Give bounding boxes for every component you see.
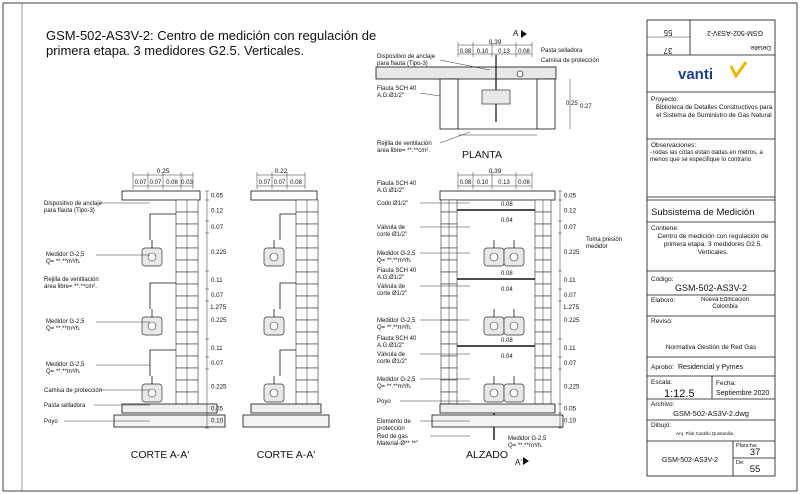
dimension-value: 0.11 [211, 277, 223, 284]
dimension-sub: 0.08 [459, 180, 472, 186]
label-meter-bottom: Medidor G-2,5 [508, 436, 547, 442]
plan-wall-right [537, 79, 555, 129]
label-protection: Elemento de [377, 419, 411, 425]
dimension-sub: 0.07 [149, 180, 162, 186]
dimension-value: 0.225 [564, 249, 580, 256]
dimension-sub: 0.10 [476, 180, 489, 186]
dimension-side: 0.27 [580, 104, 592, 110]
project-text: Biblioteca de Detalles Constructivos para el Sistema de Suministro de Gas Natural [655, 104, 773, 119]
elevation-view [377, 168, 622, 449]
ground-base [243, 415, 329, 427]
label-elbow: Codo Ø1/2" [377, 201, 409, 207]
gas-pipe [150, 283, 176, 309]
label-grid: Rejilla de ventilación [377, 141, 432, 147]
dimension-sub: 0.13 [498, 49, 510, 55]
label-meter: Medidor G-2,5 [46, 319, 85, 325]
dimension-total: 1.275 [563, 304, 580, 311]
dimension-value: 0.11 [564, 345, 576, 352]
label-valve: corte Ø1/2" [377, 232, 408, 238]
dimension-value: 0.05 [211, 405, 224, 413]
cover-slab [251, 191, 317, 200]
label-flute: A.G.Ø1/2" [377, 275, 405, 281]
dimension-sub: 0.07 [134, 180, 147, 186]
dimension-value: 0.05 [564, 192, 577, 200]
label-grid: área libre= **.**cm². [377, 148, 430, 154]
label-meter: Medidor G-2,5 [377, 377, 416, 383]
label-meter: Q= **.**m³/h. [46, 369, 81, 375]
view-title-corte-2: CORTE A-A' [256, 449, 316, 461]
gas-pipe [280, 283, 296, 309]
dimension-sub: 0.13 [498, 180, 510, 186]
section-arrow-bottom-icon [523, 457, 529, 465]
dimension-small: 0.04 [501, 354, 513, 360]
label-sleeve: Camisa de protección [541, 58, 600, 64]
label-pressure: medidor [586, 244, 608, 250]
label-meter: Q= **.**m³/h. [46, 326, 81, 332]
label-anchor: Dispositivo de anclaje [44, 201, 103, 207]
label-meter: Medidor G-2,5 [377, 251, 416, 257]
slab-base [122, 404, 217, 413]
label-valve: Válvula de [377, 352, 406, 358]
dimension-sub: 0.08 [518, 180, 530, 186]
slab-base [251, 404, 321, 413]
file-label: Archivo: [651, 401, 675, 408]
label-flute: Flauta SCH 40 [377, 336, 417, 342]
dimension-value: 0.10 [211, 417, 224, 425]
section-view-2 [243, 168, 329, 427]
sheet-label: Plancha: [736, 443, 758, 449]
label-grid: Rejilla de ventilación [44, 277, 99, 283]
label-flute: A.G.Ø1/2" [377, 188, 405, 194]
plan-wall-left [440, 79, 458, 129]
label-valve: Válvula de [377, 284, 406, 290]
rotated-detail-label: Detalle: [748, 44, 772, 51]
approved-label: Aprobó: [651, 364, 674, 371]
dimension-small: 0.08 [501, 271, 513, 277]
dimension-sub: 0.08 [290, 180, 302, 186]
date-value: Septiembre 2020 [716, 390, 770, 397]
label-anchor: Dispositivo de anclaje [377, 54, 436, 60]
label-meter: Q= **.**m³/h. [46, 259, 81, 265]
plan-slab [376, 67, 556, 79]
subsystem-title: Subsistema de Medición [651, 207, 755, 218]
dimension-value: 0.07 [211, 224, 224, 231]
of-label: De: [736, 460, 745, 466]
section-mark-a-prime: A' [515, 458, 522, 467]
dimension-small: 0.04 [501, 287, 513, 293]
dimension-value: 0.07 [564, 292, 577, 299]
draw-label: Dibujó: [651, 422, 672, 429]
dimension-side: 0.25 [566, 101, 578, 107]
label-protection: protección [377, 426, 405, 432]
dimension-value: 0.12 [211, 207, 224, 215]
plan-valve-icon [517, 71, 523, 77]
sheet-value: 37 [749, 447, 761, 458]
drawn-value: Nueva Edificación Colombia [700, 297, 750, 310]
code-value: GSM-502-AS3V-2 [674, 283, 748, 293]
cover-slab [440, 191, 555, 200]
approved-value: Residencial y Pymes [678, 364, 743, 371]
dimension-small: 0.08 [501, 338, 513, 344]
observations-text: -Todas las cotas están dadas en metros, a menos que se especifique lo contrario [650, 150, 763, 164]
label-network: Red de gas [377, 434, 408, 440]
code-label: Código: [651, 276, 674, 283]
dimension-top: 0.22 [274, 168, 288, 175]
observations-label: Observaciones: [651, 142, 697, 149]
total-value: 55 [749, 464, 761, 475]
label-sleeve: Camisa de protección [44, 388, 103, 394]
label-meter-bottom: Q= **.**m³/h. [508, 443, 543, 449]
drawn-label: Elaboró: [651, 297, 676, 304]
drawing-title-line2: primera etapa. 3 medidores G2.5. Verticales. [46, 43, 304, 58]
dimension-value: 0.07 [564, 224, 577, 231]
file-value: GSM-502-AS3V-2.dwg [673, 409, 749, 418]
dimension-value: 0.07 [564, 360, 577, 367]
label-meter: Medidor G-2,5 [46, 362, 85, 368]
vanti-check-icon [731, 62, 746, 76]
label-flute: Flauta SCH 40 [377, 268, 417, 274]
dimension-small: 0.08 [501, 202, 513, 208]
label-sealant: Pasta selladora [541, 48, 583, 54]
label-anchor: para flauta (Tipo-3) [377, 61, 428, 67]
reviewed-label: Revisó: [651, 318, 673, 325]
section-arrow-icon [521, 30, 527, 38]
label-meter: Q= **.**m³/h. [377, 384, 412, 390]
scale-value: 1:12.5 [664, 388, 695, 400]
dimension-top: 0.39 [488, 39, 502, 46]
slab-base [440, 404, 555, 413]
view-title-corte-1: CORTE A-A' [130, 449, 190, 461]
dimension-value: 0.05 [211, 192, 224, 200]
label-meter: Q= **.**m³/h. [377, 325, 412, 331]
dimension-top: 0.39 [488, 168, 502, 175]
gas-pipe [280, 350, 296, 376]
dimension-value: 0.07 [211, 292, 224, 299]
label-network: Material-Ø** **" [377, 441, 419, 447]
scale-label: Escala: [651, 379, 673, 386]
gas-pipe [150, 350, 176, 376]
view-title-planta: PLANTA [461, 149, 503, 161]
dimension-sub: 0.08 [518, 49, 530, 55]
reviewed-value: Normativa Gestión de Red Gas [665, 344, 757, 351]
section-view-1 [44, 168, 227, 428]
vanti-logo: vanti [678, 66, 714, 83]
date-label: Fecha: [716, 380, 736, 387]
title-block [647, 20, 775, 476]
label-meter: Q= **.**m³/h. [377, 258, 412, 264]
dimension-value: 0.12 [564, 207, 577, 215]
contents-label: Contiene: [651, 225, 679, 232]
project-label: Proyecto: [651, 96, 679, 103]
label-sealant: Pasta selladora [44, 403, 86, 409]
label-valve: corte Ø1/2" [377, 359, 408, 365]
dimension-value: 0.225 [211, 249, 227, 256]
dimension-sub: 0.03 [181, 180, 193, 186]
dimension-value: 0.11 [211, 345, 223, 352]
rotated-code: GSM-502-AS3V-2 [706, 29, 764, 36]
dimension-top: 0.25 [156, 168, 170, 175]
draw-value: Arq. Pilar Castillo Quintanilla [676, 431, 734, 436]
label-base: Poyo [44, 419, 58, 425]
label-flute: Flauta SCH 40 [377, 181, 417, 187]
rotated-sheet: 37 [663, 46, 673, 55]
rotated-total: 55 [663, 28, 673, 37]
dimension-total: 1.275 [210, 304, 227, 311]
label-flute: A.G.Ø1/2" [377, 343, 405, 349]
label-pressure: Toma presión [586, 237, 623, 243]
view-title-alzado: ALZADO [465, 449, 509, 461]
label-valve: corte Ø1/2" [377, 291, 408, 297]
contents-text: Centro de medición con regulación de primera etapa. 3 medidores G2.5. Verticales. [657, 233, 769, 256]
label-meter: Medidor G-2,5 [377, 318, 416, 324]
dimension-value: 0.10 [564, 417, 577, 425]
dimension-sub: 0.07 [258, 180, 271, 186]
drawing-title-line1: GSM-502-AS3V-2: Centro de medición con regulación de [46, 28, 377, 43]
label-valve: Válvula de [377, 225, 406, 231]
dimension-value: 0.05 [564, 405, 577, 413]
label-base: Poyo [377, 399, 391, 405]
dimension-value: 0.11 [564, 277, 576, 284]
label-flute: Flauta SCH 40 [377, 86, 417, 92]
plan-meter-icon [482, 90, 510, 104]
dimension-sub: 0.10 [476, 49, 489, 55]
label-anchor: para flauta (Tipo-3) [44, 208, 95, 214]
dimension-sub: 0.08 [166, 180, 178, 186]
cover-slab [122, 191, 200, 200]
dimension-sub: 0.08 [459, 49, 472, 55]
dimension-value: 0.07 [211, 360, 224, 367]
gas-pipe [280, 214, 296, 240]
gas-pipe [150, 214, 176, 240]
label-flute: A.G.Ø1/2" [377, 93, 405, 99]
label-meter: Medidor G-2,5 [46, 252, 85, 258]
label-grid: área libre= **.**cm². [44, 284, 97, 290]
dimension-value: 0.225 [564, 317, 580, 324]
dimension-value: 0.225 [211, 317, 227, 324]
dimension-value: 0.225 [211, 383, 227, 391]
plan-view [376, 39, 599, 154]
dimension-small: 0.04 [501, 218, 513, 224]
dimension-sub: 0.07 [273, 180, 286, 186]
dimension-value: 0.225 [564, 383, 580, 391]
footer-code: GSM-502-AS3V-2 [661, 457, 719, 464]
section-mark-a: A [513, 29, 519, 38]
